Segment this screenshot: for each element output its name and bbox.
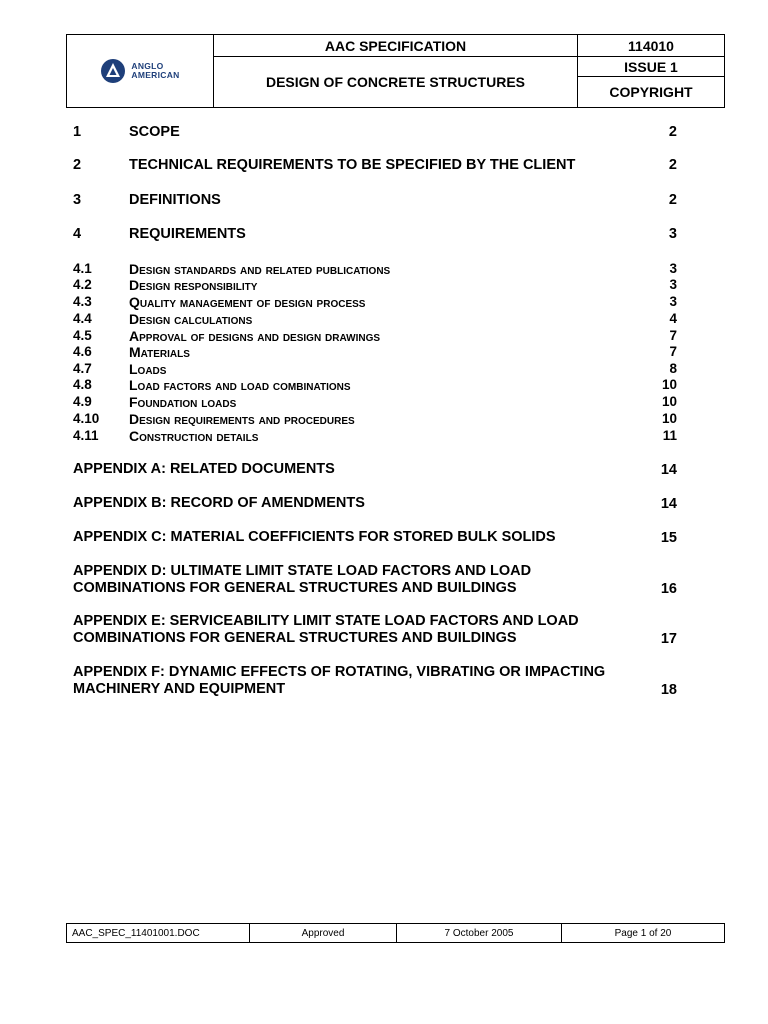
- anglo-american-logo: [67, 58, 213, 84]
- toc-title: Materials: [129, 344, 190, 360]
- toc-page: 3: [669, 277, 677, 292]
- toc-number: 4.8: [73, 377, 92, 392]
- footer-date: 7 October 2005: [397, 924, 562, 943]
- appendix-title-line1: APPENDIX B: RECORD OF AMENDMENTS: [73, 495, 365, 511]
- logo-text-line1: ANGLO: [131, 61, 164, 71]
- toc-page: 4: [669, 311, 677, 326]
- toc-title: Loads: [129, 361, 167, 377]
- toc-page: 18: [660, 682, 677, 698]
- toc-title: SCOPE: [129, 124, 180, 140]
- copyright-label: COPYRIGHT: [578, 77, 725, 108]
- appendix-title-line2: MACHINERY AND EQUIPMENT: [73, 681, 286, 697]
- toc-appendix[interactable]: [73, 495, 681, 512]
- toc-title: Approval of designs and design drawings: [129, 328, 381, 344]
- toc-title: Design calculations: [129, 311, 253, 327]
- appendix-title-line2: COMBINATIONS FOR GENERAL STRUCTURES AND BUILDINGS: [73, 630, 517, 646]
- toc-number: 4.1: [73, 261, 92, 276]
- document-header: [66, 34, 725, 108]
- logo-text-line2: AMERICAN: [131, 70, 180, 80]
- toc-number: 4.2: [73, 277, 92, 292]
- toc-page: 2: [668, 157, 677, 173]
- toc-page: 7: [669, 344, 677, 359]
- toc-title: Design standards and related publications: [129, 261, 391, 277]
- toc-number: 4.6: [73, 344, 92, 359]
- toc-page: 11: [662, 428, 677, 443]
- toc-page: 3: [668, 226, 677, 242]
- toc-number: 4.7: [73, 361, 92, 376]
- anglo-american-logo-icon: [100, 58, 126, 84]
- toc-number: 2: [73, 157, 82, 173]
- toc-title: [73, 461, 643, 478]
- toc-title: Construction details: [129, 428, 259, 444]
- appendix-title-line1: APPENDIX F: DYNAMIC EFFECTS OF ROTATING, VIBRATING OR IMPACTING: [73, 664, 606, 680]
- issue-label: ISSUE 1: [578, 57, 725, 77]
- toc-number: 4.4: [73, 311, 92, 326]
- toc-number: 4.11: [73, 428, 99, 443]
- toc-page: 14: [660, 462, 677, 478]
- toc-title: Design requirements and procedures: [129, 411, 355, 427]
- toc-appendix[interactable]: [73, 461, 681, 478]
- toc-page: 14: [660, 496, 677, 512]
- toc-page: 16: [660, 581, 677, 597]
- toc-appendix[interactable]: [73, 613, 681, 647]
- toc-title: [73, 664, 643, 698]
- toc-page: 3: [669, 261, 677, 276]
- toc-number: 4.5: [73, 328, 92, 343]
- toc-page: 10: [661, 377, 677, 392]
- toc-page: 2: [668, 192, 677, 208]
- toc-title: TECHNICAL REQUIREMENTS TO BE SPECIFIED BY THE CLIENT: [129, 157, 576, 173]
- toc-appendix[interactable]: [73, 664, 681, 698]
- appendix-title-line1: APPENDIX D: ULTIMATE LIMIT STATE LOAD FACTORS AND LOAD: [73, 563, 532, 579]
- toc-number: 1: [73, 124, 82, 140]
- appendix-title-line2: COMBINATIONS FOR GENERAL STRUCTURES AND BUILDINGS: [73, 580, 517, 596]
- doc-number: 114010: [578, 35, 725, 57]
- toc-title: Foundation loads: [129, 394, 237, 410]
- toc-title: [73, 529, 643, 546]
- toc-number: 4: [73, 226, 82, 242]
- footer-status: Approved: [250, 924, 397, 943]
- toc-title: [73, 495, 643, 512]
- toc-number: 4.9: [73, 394, 92, 409]
- toc-title: Design responsibility: [129, 277, 258, 293]
- appendix-title-line1: APPENDIX E: SERVICEABILITY LIMIT STATE LOAD FACTORS AND LOAD: [73, 613, 579, 629]
- footer-page-number: Page 1 of 20: [562, 924, 725, 943]
- toc-title: [73, 563, 643, 597]
- footer-filename: AAC_SPEC_11401001.DOC: [67, 924, 250, 943]
- toc-page: 3: [669, 294, 677, 309]
- toc-number: 4.10: [73, 411, 100, 426]
- toc-title: [73, 613, 643, 647]
- toc-page: 8: [669, 361, 677, 376]
- document-footer: [66, 923, 725, 943]
- toc-number: 3: [73, 192, 82, 208]
- toc-title: Quality management of design process: [129, 294, 366, 310]
- appendix-title-line1: APPENDIX C: MATERIAL COEFFICIENTS FOR STORED BULK SOLIDS: [73, 529, 556, 545]
- toc-page: 10: [661, 394, 677, 409]
- doc-title: DESIGN OF CONCRETE STRUCTURES: [214, 57, 578, 108]
- toc-page: 15: [660, 530, 677, 546]
- toc-title: Load factors and load combinations: [129, 377, 351, 393]
- toc-number: 4.3: [73, 294, 92, 309]
- appendix-title-line1: APPENDIX A: RELATED DOCUMENTS: [73, 461, 335, 477]
- toc-page: 7: [669, 328, 677, 343]
- logo-cell: [67, 35, 214, 108]
- toc-page: 2: [668, 124, 677, 140]
- spec-title: AAC SPECIFICATION: [214, 35, 578, 57]
- toc-title: REQUIREMENTS: [129, 226, 246, 242]
- toc-appendix[interactable]: [73, 529, 681, 546]
- toc-title: DEFINITIONS: [129, 192, 221, 208]
- toc-appendix[interactable]: [73, 563, 681, 597]
- toc-page: 10: [661, 411, 677, 426]
- toc-page: 17: [660, 631, 677, 647]
